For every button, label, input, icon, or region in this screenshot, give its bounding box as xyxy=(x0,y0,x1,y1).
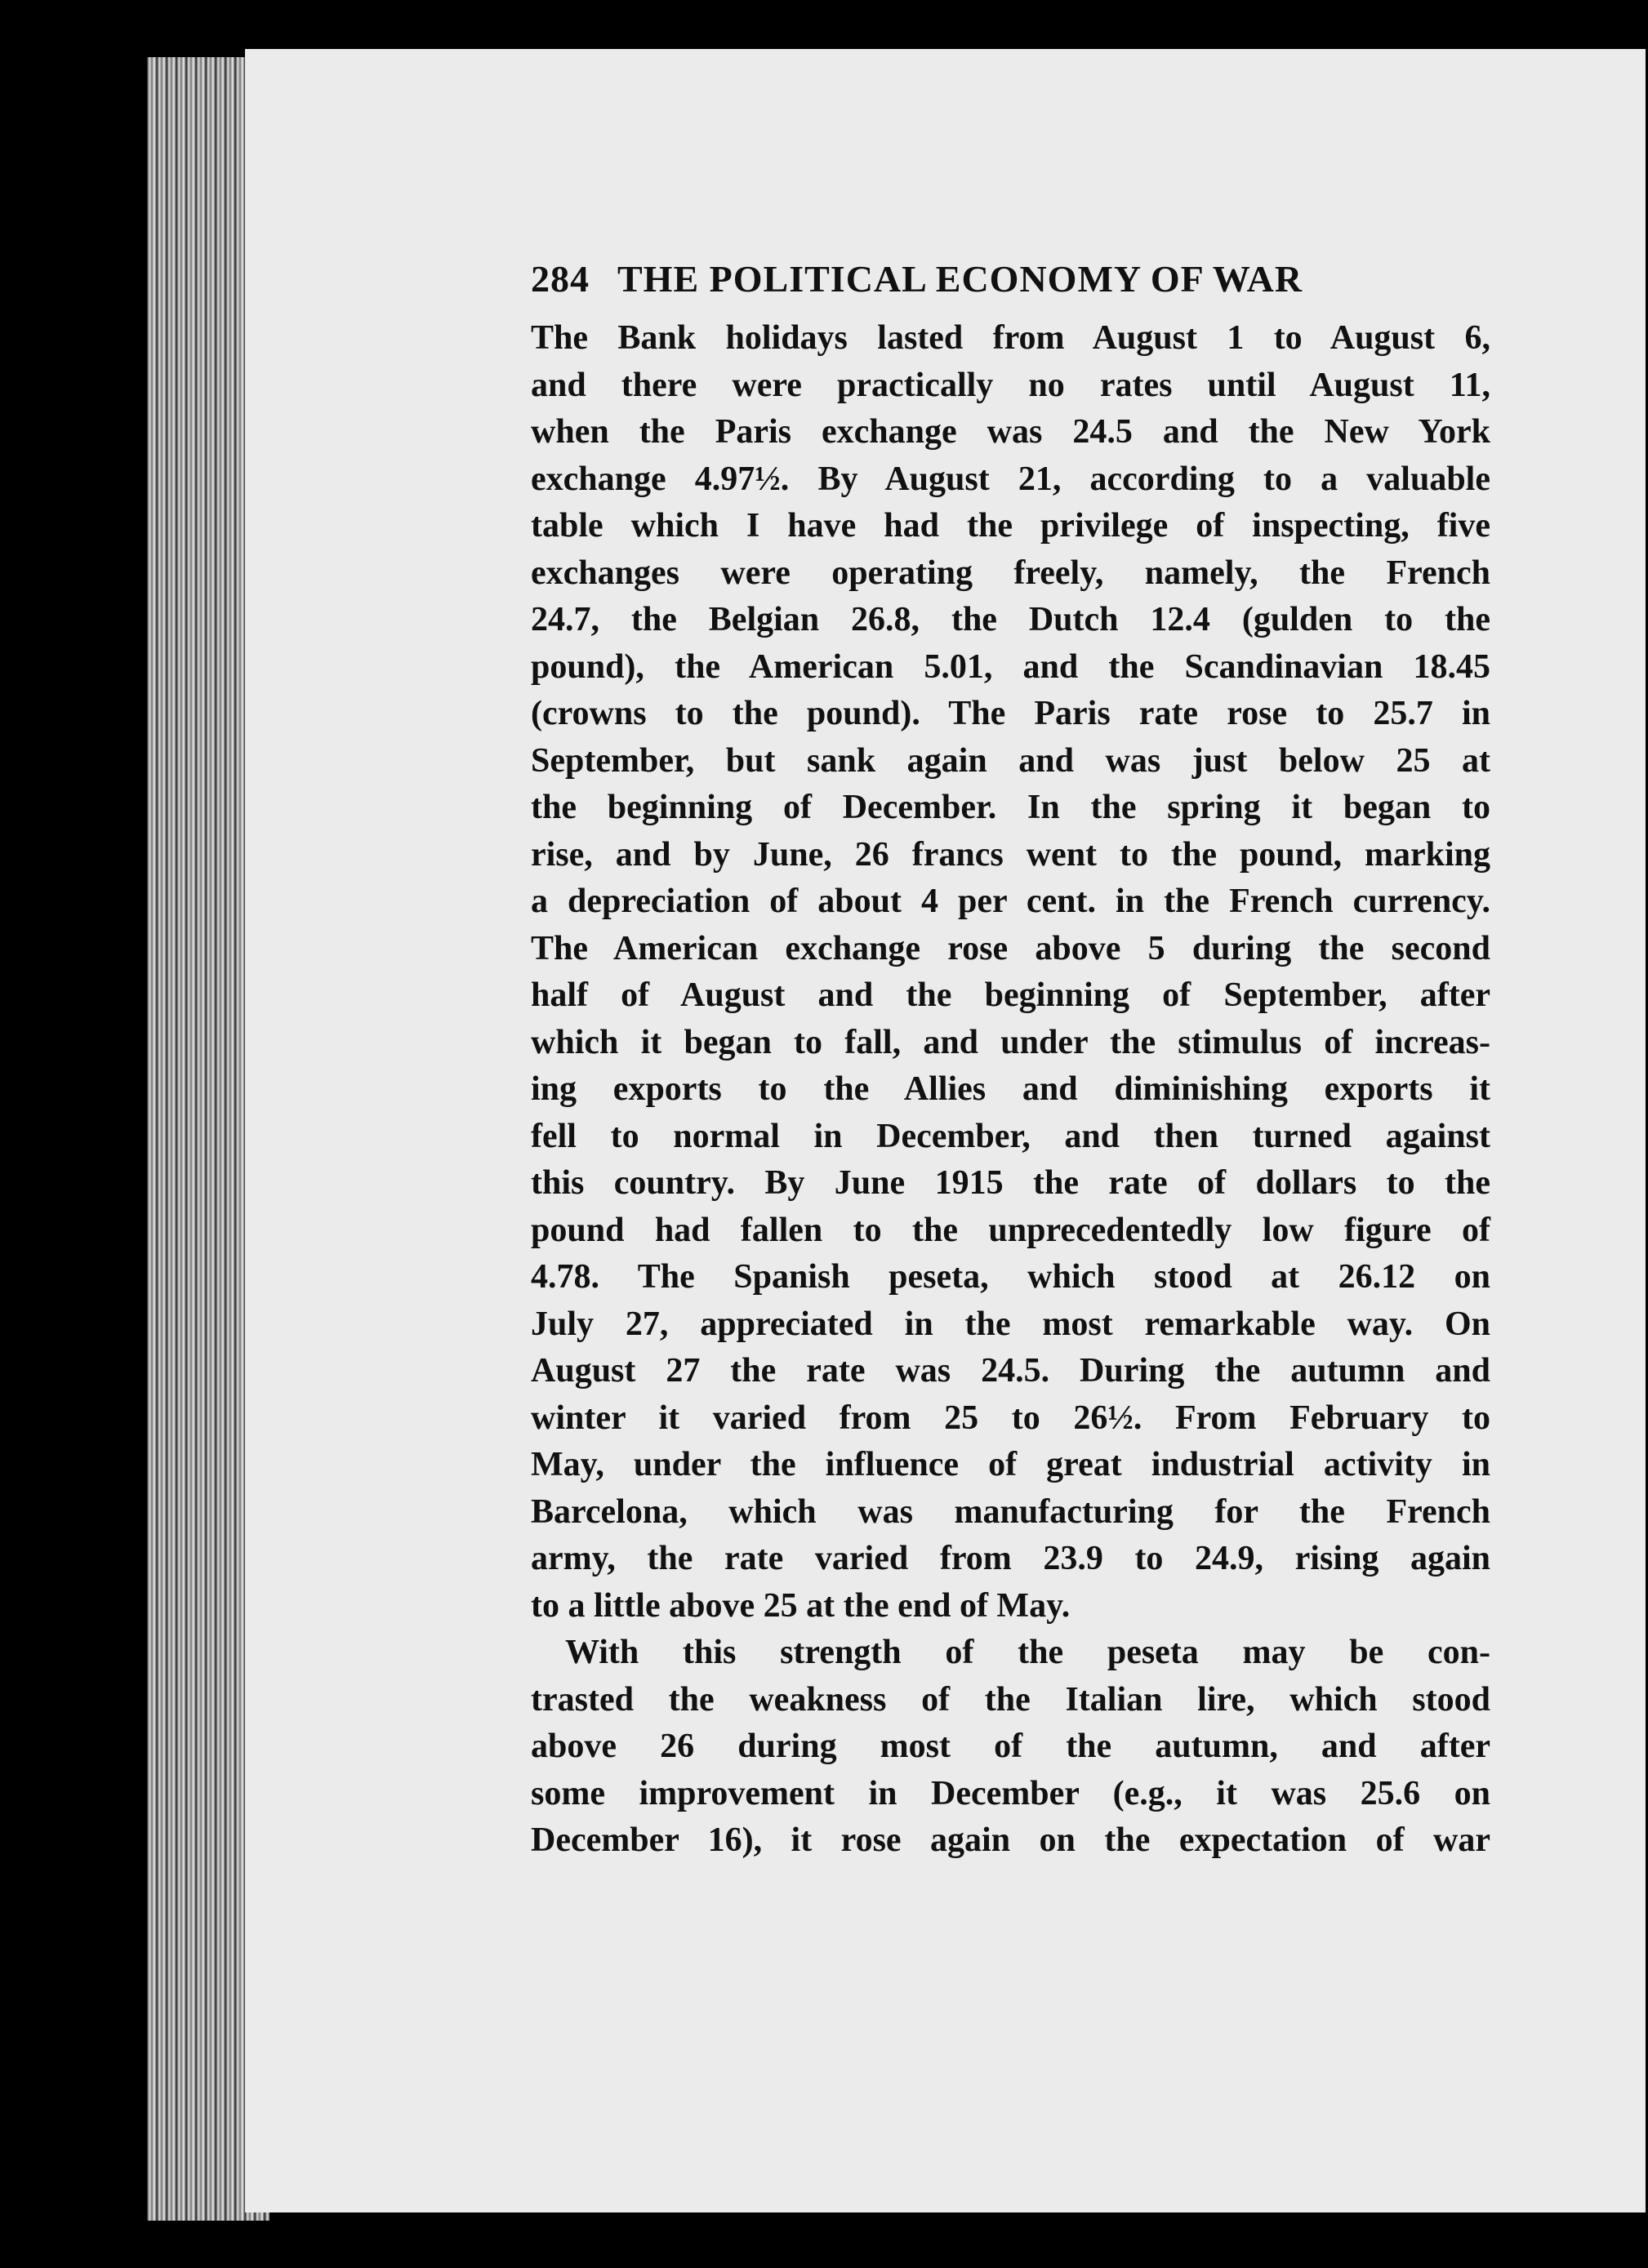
text-line: December 16), it rose again on the expectation of war xyxy=(531,1821,1490,1859)
page-text xyxy=(531,257,1490,1865)
text-line: 4.78. The Spanish peseta, which stood at 26.12 on xyxy=(531,1258,1490,1296)
body-text xyxy=(531,315,1490,1865)
text-line: winter it varied from 25 to 26½. From February to xyxy=(531,1399,1490,1437)
text-line: pound had fallen to the unprecedentedly low figure of xyxy=(531,1211,1490,1249)
text-line-paragraph-end: to a little above 25 at the end of May. xyxy=(531,1586,1071,1625)
text-line: which it began to fall, and under the stimulus of increas- xyxy=(531,1023,1490,1061)
running-head xyxy=(531,257,1490,300)
page-number: 284 xyxy=(531,258,590,300)
text-line: August 27 the rate was 24.5. During the autumn and xyxy=(531,1352,1490,1390)
text-line: The American exchange rose above 5 during the second xyxy=(531,929,1490,967)
text-line: exchanges were operating freely, namely, the French xyxy=(531,554,1490,592)
text-line: rise, and by June, 26 francs went to the pound, marking xyxy=(531,835,1490,874)
text-line: table which I have had the privilege of inspecting, five xyxy=(531,507,1490,545)
text-line: The Bank holidays lasted from August 1 to August 6, xyxy=(531,319,1490,357)
text-line: a depreciation of about 4 per cent. in the French currency. xyxy=(531,883,1490,920)
text-line: ing exports to the Allies and diminishing exports it xyxy=(531,1070,1490,1108)
text-line: trasted the weakness of the Italian lire, which stood xyxy=(531,1680,1490,1719)
text-line: July 27, appreciated in the most remarkable way. On xyxy=(531,1305,1490,1343)
text-line: May, under the influence of great industrial activity in xyxy=(531,1446,1490,1483)
text-line: some improvement in December (e.g., it was 25.6 on xyxy=(531,1774,1490,1812)
text-line: 24.7, the Belgian 26.8, the Dutch 12.4 (gulden to the xyxy=(531,601,1490,638)
text-line: the beginning of December. In the spring it began to xyxy=(531,789,1490,826)
text-line: fell to normal in December, and then turned against xyxy=(531,1117,1490,1155)
text-line: when the Paris exchange was 24.5 and the New York xyxy=(531,413,1490,451)
text-line: (crowns to the pound). The Paris rate rose to 25.7 in xyxy=(531,695,1490,732)
text-line: this country. By June 1915 the rate of dollars to the xyxy=(531,1164,1490,1202)
text-line: Barcelona, which was manufacturing for the French xyxy=(531,1492,1490,1531)
text-line: and there were practically no rates until August 11, xyxy=(531,366,1490,404)
text-line-paragraph-start: With this strength of the peseta may be con- xyxy=(565,1634,1490,1671)
text-line: exchange 4.97½. By August 21, according to a valuable xyxy=(531,460,1490,498)
text-line: half of August and the beginning of September, after xyxy=(531,976,1490,1014)
text-line: army, the rate varied from 23.9 to 24.9, rising again xyxy=(531,1540,1490,1577)
text-line: above 26 during most of the autumn, and after xyxy=(531,1728,1490,1765)
running-head-title: THE POLITICAL ECONOMY OF WAR xyxy=(617,258,1303,300)
text-line: September, but sank again and was just below 25 at xyxy=(531,741,1490,780)
text-line: pound), the American 5.01, and the Scandinavian 18.45 xyxy=(531,647,1490,686)
